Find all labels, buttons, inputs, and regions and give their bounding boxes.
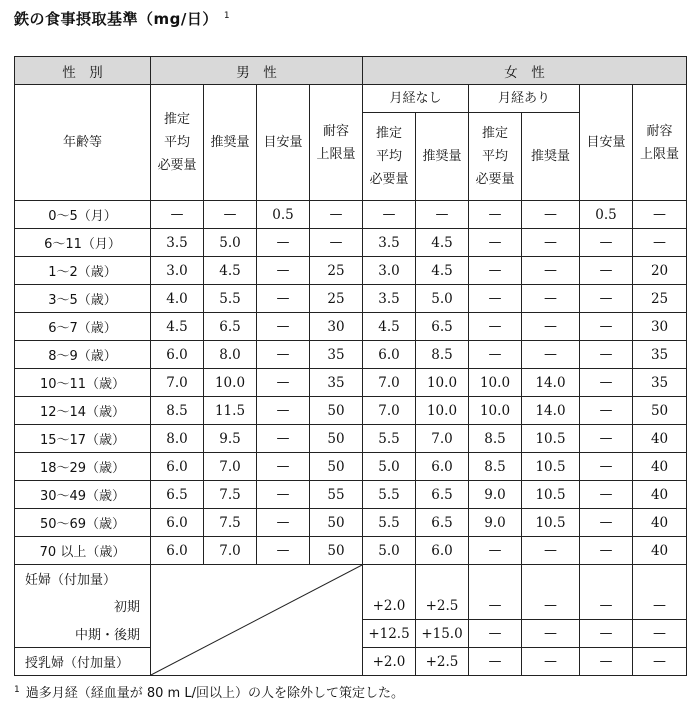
- no-menses-rda-header: 推奨量: [416, 113, 469, 201]
- value-cell: 10.5: [522, 453, 580, 481]
- table-row: [15, 453, 687, 481]
- pregnant-row: [15, 565, 687, 593]
- value-cell: 40: [633, 453, 687, 481]
- value-cell: 3.0: [151, 257, 204, 285]
- value-cell: 4.5: [204, 257, 257, 285]
- value-cell: 14.0: [522, 369, 580, 397]
- value-cell: —: [257, 481, 310, 509]
- value-cell: —: [580, 229, 633, 257]
- value-cell: —: [257, 341, 310, 369]
- table-row: [15, 229, 687, 257]
- value-cell: 10.5: [522, 509, 580, 537]
- footnote-text: 過多月経（経血量が 80 m L/回以上）の人を除外して策定した。: [25, 686, 404, 701]
- value-cell: —: [580, 592, 633, 620]
- age-cell: 50～69（歳）: [15, 509, 151, 537]
- value-cell: —: [580, 397, 633, 425]
- with-menses-rda-header: 推奨量: [522, 113, 580, 201]
- male-ul-header: 耐容 上限量: [310, 85, 363, 201]
- value-cell: 30: [633, 313, 687, 341]
- value-cell: 8.5: [469, 425, 522, 453]
- value-cell: —: [469, 313, 522, 341]
- header-row-sex: [15, 57, 687, 85]
- value-cell: —: [522, 229, 580, 257]
- value-cell: 4.5: [416, 229, 469, 257]
- value-cell: —: [151, 201, 204, 229]
- value-cell: 5.0: [363, 453, 416, 481]
- value-cell: 10.0: [469, 369, 522, 397]
- value-cell: 25: [310, 285, 363, 313]
- age-cell: 10～11（歳）: [15, 369, 151, 397]
- male-ai-header: 目安量: [257, 85, 310, 201]
- value-cell: —: [633, 592, 687, 620]
- age-cell: 8～9（歳）: [15, 341, 151, 369]
- value-cell: +12.5: [363, 620, 416, 648]
- value-cell: —: [580, 620, 633, 648]
- value-cell: 7.0: [363, 369, 416, 397]
- value-cell: 40: [633, 509, 687, 537]
- value-cell: —: [363, 201, 416, 229]
- value-cell: 6.0: [416, 537, 469, 565]
- value-cell: 9.0: [469, 509, 522, 537]
- age-cell: 12～14（歳）: [15, 397, 151, 425]
- value-cell: 6.5: [416, 313, 469, 341]
- no-menses-ear-header: 推定 平均 必要量: [363, 113, 416, 201]
- value-cell: —: [257, 257, 310, 285]
- value-cell: 50: [633, 397, 687, 425]
- value-cell: 35: [310, 369, 363, 397]
- value-cell: 3.0: [363, 257, 416, 285]
- value-cell: 5.5: [363, 509, 416, 537]
- value-cell: 4.0: [151, 285, 204, 313]
- male-rda-header: 推奨量: [204, 85, 257, 201]
- age-cell: 6～11（月）: [15, 229, 151, 257]
- footnote: [14, 682, 404, 701]
- female-ul-header: 耐容 上限量: [633, 85, 687, 201]
- value-cell: —: [580, 537, 633, 565]
- value-cell: —: [257, 397, 310, 425]
- value-cell: 40: [633, 425, 687, 453]
- value-cell: 8.5: [469, 453, 522, 481]
- value-cell: —: [522, 201, 580, 229]
- value-cell: 10.5: [522, 481, 580, 509]
- value-cell: —: [580, 369, 633, 397]
- value-cell: —: [633, 229, 687, 257]
- value-cell: 3.5: [363, 229, 416, 257]
- value-cell: —: [580, 481, 633, 509]
- value-cell: 6.0: [363, 341, 416, 369]
- value-cell: 50: [310, 425, 363, 453]
- value-cell: —: [416, 201, 469, 229]
- pregnant-label: 妊婦（付加量）: [15, 565, 151, 593]
- table-row: [15, 257, 687, 285]
- value-cell: —: [522, 341, 580, 369]
- age-cell: 1～2（歳）: [15, 257, 151, 285]
- pregnant-blank: [363, 565, 416, 593]
- value-cell: —: [310, 201, 363, 229]
- value-cell: —: [469, 648, 522, 676]
- table-row: [15, 201, 687, 229]
- value-cell: —: [257, 425, 310, 453]
- value-cell: 9.5: [204, 425, 257, 453]
- footnote-mark: 1: [14, 684, 20, 695]
- value-cell: —: [204, 201, 257, 229]
- value-cell: 6.5: [151, 481, 204, 509]
- value-cell: 10.0: [469, 397, 522, 425]
- value-cell: +2.0: [363, 592, 416, 620]
- value-cell: —: [257, 453, 310, 481]
- female-header: 女 性: [363, 57, 687, 85]
- age-header: 年齢等: [15, 85, 151, 201]
- value-cell: —: [580, 509, 633, 537]
- value-cell: 5.5: [363, 425, 416, 453]
- value-cell: —: [522, 648, 580, 676]
- value-cell: 4.5: [416, 257, 469, 285]
- value-cell: —: [469, 537, 522, 565]
- table-row: [15, 313, 687, 341]
- value-cell: +2.0: [363, 648, 416, 676]
- value-cell: —: [633, 648, 687, 676]
- value-cell: 6.0: [151, 537, 204, 565]
- value-cell: 35: [633, 369, 687, 397]
- value-cell: 5.0: [416, 285, 469, 313]
- value-cell: —: [580, 648, 633, 676]
- table-title: [14, 8, 230, 29]
- value-cell: 35: [310, 341, 363, 369]
- male-ear-header: 推定 平均 必要量: [151, 85, 204, 201]
- value-cell: 50: [310, 453, 363, 481]
- value-cell: 50: [310, 397, 363, 425]
- value-cell: —: [257, 285, 310, 313]
- female-ai-header: 目安量: [580, 85, 633, 201]
- title-footnote-mark: 1: [223, 11, 231, 21]
- value-cell: 9.0: [469, 481, 522, 509]
- value-cell: —: [633, 620, 687, 648]
- value-cell: 3.5: [151, 229, 204, 257]
- table-row: [15, 369, 687, 397]
- value-cell: —: [633, 201, 687, 229]
- value-cell: 10.0: [204, 369, 257, 397]
- value-cell: —: [522, 257, 580, 285]
- value-cell: —: [580, 257, 633, 285]
- value-cell: —: [257, 229, 310, 257]
- age-cell: 18～29（歳）: [15, 453, 151, 481]
- table-body: [15, 201, 687, 676]
- value-cell: 7.0: [363, 397, 416, 425]
- value-cell: 50: [310, 537, 363, 565]
- value-cell: —: [580, 453, 633, 481]
- value-cell: 3.5: [363, 285, 416, 313]
- value-cell: 10.0: [416, 397, 469, 425]
- value-cell: —: [580, 341, 633, 369]
- value-cell: 10.0: [416, 369, 469, 397]
- value-cell: 8.5: [416, 341, 469, 369]
- table-row: [15, 425, 687, 453]
- value-cell: —: [310, 229, 363, 257]
- no-menses-header: 月経なし: [363, 85, 469, 113]
- value-cell: —: [469, 620, 522, 648]
- value-cell: 7.0: [204, 453, 257, 481]
- value-cell: 10.5: [522, 425, 580, 453]
- male-header: 男 性: [151, 57, 363, 85]
- value-cell: —: [469, 257, 522, 285]
- value-cell: 6.0: [416, 453, 469, 481]
- value-cell: 35: [633, 341, 687, 369]
- value-cell: 4.5: [151, 313, 204, 341]
- diagonal-cell: [151, 565, 363, 676]
- value-cell: —: [257, 369, 310, 397]
- value-cell: 8.0: [151, 425, 204, 453]
- value-cell: —: [469, 285, 522, 313]
- table-row: [15, 341, 687, 369]
- iron-intake-table-wrapper: [14, 56, 686, 676]
- pregnant-mid-label: 中期・後期: [15, 620, 151, 648]
- value-cell: —: [469, 229, 522, 257]
- value-cell: —: [469, 201, 522, 229]
- value-cell: —: [580, 425, 633, 453]
- value-cell: 7.0: [204, 537, 257, 565]
- value-cell: —: [522, 285, 580, 313]
- with-menses-ear-header: 推定 平均 必要量: [469, 113, 522, 201]
- value-cell: 6.0: [151, 509, 204, 537]
- value-cell: 4.5: [363, 313, 416, 341]
- age-cell: 6～7（歳）: [15, 313, 151, 341]
- value-cell: 55: [310, 481, 363, 509]
- value-cell: 20: [633, 257, 687, 285]
- age-cell: 30～49（歳）: [15, 481, 151, 509]
- value-cell: 50: [310, 509, 363, 537]
- value-cell: 7.5: [204, 509, 257, 537]
- pregnant-blank: [522, 565, 580, 593]
- value-cell: 7.5: [204, 481, 257, 509]
- value-cell: 30: [310, 313, 363, 341]
- table-row: [15, 537, 687, 565]
- table-row: [15, 481, 687, 509]
- value-cell: —: [469, 592, 522, 620]
- table-row: [15, 397, 687, 425]
- pregnant-blank: [416, 565, 469, 593]
- value-cell: 6.0: [151, 341, 204, 369]
- diagonal-line-icon: [151, 565, 362, 675]
- value-cell: 6.5: [416, 481, 469, 509]
- value-cell: —: [469, 341, 522, 369]
- value-cell: 5.0: [204, 229, 257, 257]
- value-cell: —: [257, 509, 310, 537]
- value-cell: 14.0: [522, 397, 580, 425]
- value-cell: —: [522, 620, 580, 648]
- table-row: [15, 285, 687, 313]
- value-cell: 8.0: [204, 341, 257, 369]
- value-cell: 0.5: [580, 201, 633, 229]
- value-cell: 25: [633, 285, 687, 313]
- pregnant-blank: [469, 565, 522, 593]
- pregnant-blank: [633, 565, 687, 593]
- value-cell: 11.5: [204, 397, 257, 425]
- value-cell: —: [522, 537, 580, 565]
- value-cell: 7.0: [416, 425, 469, 453]
- value-cell: +15.0: [416, 620, 469, 648]
- age-cell: 15～17（歳）: [15, 425, 151, 453]
- value-cell: 40: [633, 481, 687, 509]
- value-cell: 5.5: [363, 481, 416, 509]
- with-menses-header: 月経あり: [469, 85, 580, 113]
- value-cell: +2.5: [416, 592, 469, 620]
- value-cell: 40: [633, 537, 687, 565]
- age-cell: 0～5（月）: [15, 201, 151, 229]
- value-cell: —: [522, 313, 580, 341]
- pregnant-blank: [580, 565, 633, 593]
- value-cell: 5.0: [363, 537, 416, 565]
- value-cell: 7.0: [151, 369, 204, 397]
- table-row: [15, 509, 687, 537]
- iron-intake-table: [14, 56, 687, 676]
- age-cell: 70 以上（歳）: [15, 537, 151, 565]
- value-cell: 6.0: [151, 453, 204, 481]
- value-cell: —: [580, 313, 633, 341]
- title-text: 鉄の食事摂取基準（mg/日）: [14, 10, 218, 28]
- value-cell: 25: [310, 257, 363, 285]
- value-cell: —: [522, 592, 580, 620]
- lactating-label: 授乳婦（付加量）: [15, 648, 151, 676]
- sex-header: 性 別: [15, 57, 151, 85]
- value-cell: 8.5: [151, 397, 204, 425]
- value-cell: 0.5: [257, 201, 310, 229]
- value-cell: +2.5: [416, 648, 469, 676]
- value-cell: —: [257, 537, 310, 565]
- value-cell: 6.5: [204, 313, 257, 341]
- pregnant-early-label: 初期: [15, 592, 151, 620]
- value-cell: —: [580, 285, 633, 313]
- age-cell: 3～5（歳）: [15, 285, 151, 313]
- value-cell: —: [257, 313, 310, 341]
- value-cell: 5.5: [204, 285, 257, 313]
- value-cell: 6.5: [416, 509, 469, 537]
- header-row-menses: [15, 85, 687, 113]
